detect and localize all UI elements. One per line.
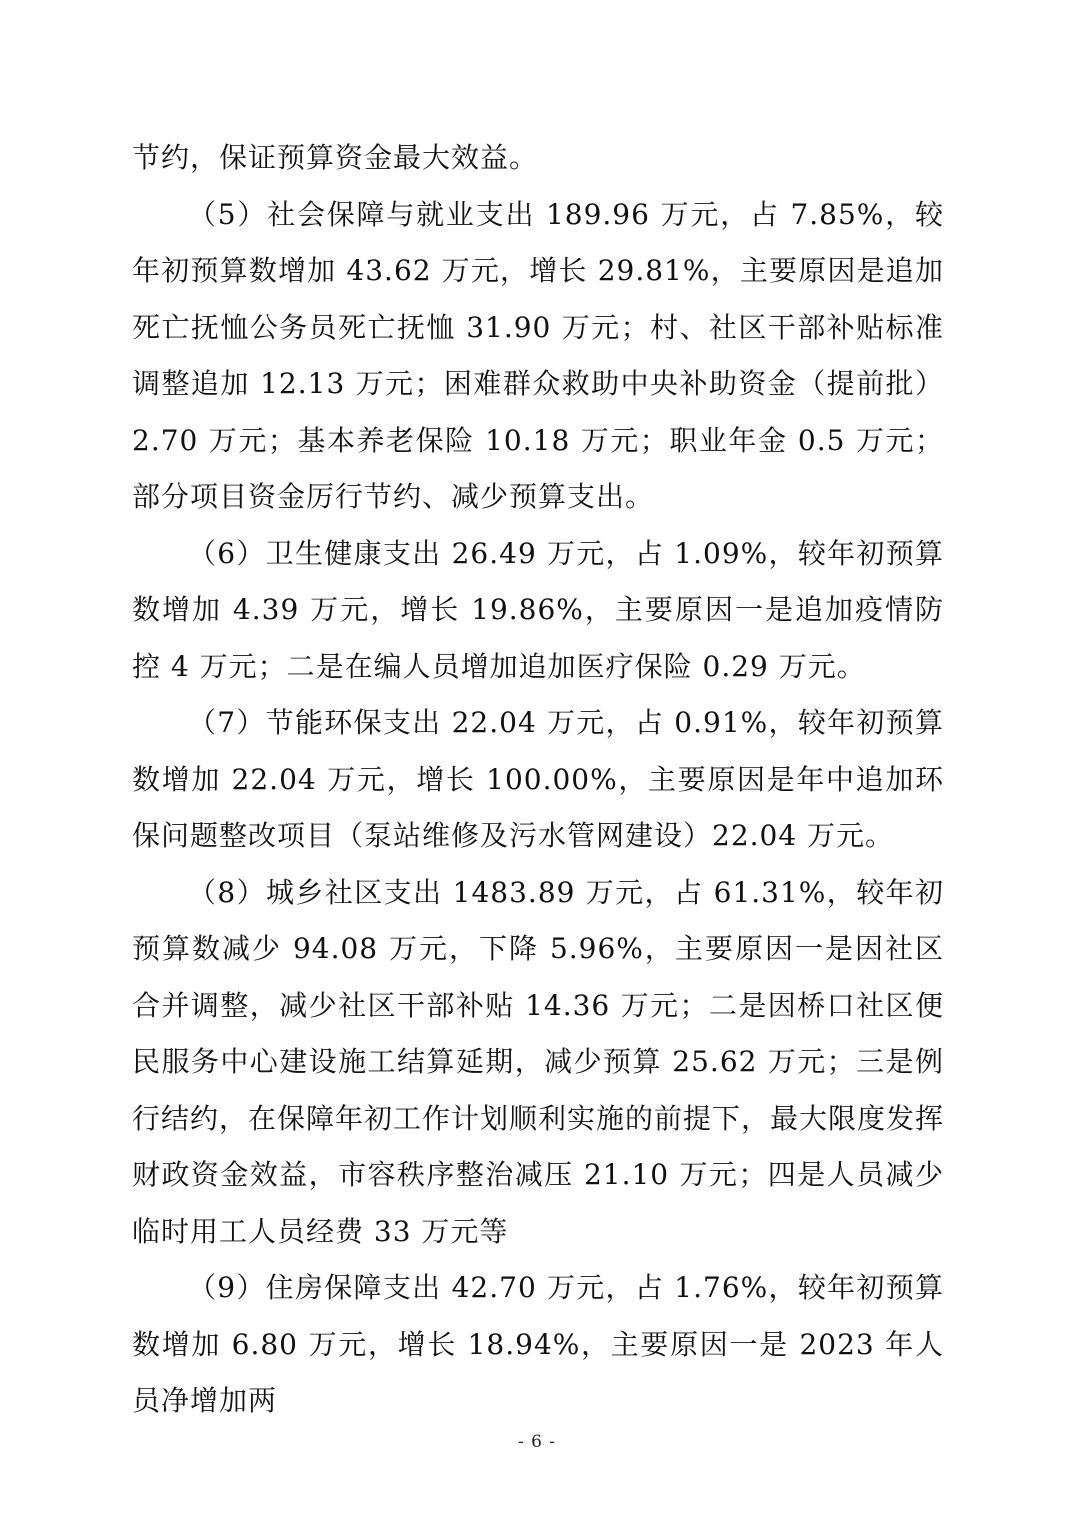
paragraph-continued: 节约，保证预算资金最大效益。 [132, 141, 539, 174]
paragraph-urban-rural: （8）城乡社区支出 1483.89 万元，占 61.31%，较年初预算数减少 94.08 万元，下降 5.96%，主要原因一是因社区合并调整，减少社区干部补贴 14.36 万元；二是因桥口社区便民服务中心建设施工结算延期，减少预算 25.62 万元；三是例行结约，在保障年初工作计划顺利实施的前提下，最大限度发挥财政资金效益，市容秩序整治减压 21.10 万元；四是人员减少临时用工人员经费 33 万元等 [132, 875, 945, 1248]
paragraph-environment: （7）节能环保支出 22.04 万元，占 0.91%，较年初预算数增加 22.04 万元，增长 100.00%，主要原因是年中追加环保问题整改项目（泵站维修及污水管网建设）22.04 万元。 [132, 706, 944, 852]
paragraph-health: （6）卫生健康支出 26.49 万元，占 1.09%，较年初预算数增加 4.39 万元，增长 19.86%，主要原因一是追加疫情防控 4 万元；二是在编人员增加追加医疗保险 0.29 万元。 [132, 536, 944, 683]
paragraph-housing: （9）住房保障支出 42.70 万元，占 1.76%，较年初预算数增加 6.80 万元，增长 18.94%，主要原因一是 2023 年人员净增加两 [132, 1271, 944, 1417]
page-number: - 6 - [517, 1432, 557, 1452]
body-text [132, 130, 944, 1430]
paragraph-social-security: （5）社会保障与就业支出 189.96 万元，占 7.85%，较年初预算数增加 43.62 万元，增长 29.81%，主要原因是追加死亡抚恤公务员死亡抚恤 31.90 万元；村、社区干部补贴标准调整追加 12.13 万元；困难群众救助中央补助资金（提前批）2.70 万元；基本养老保险 10.18 万元；职业年金 0.5 万元；部分项目资金厉行节约、减少预算支出。 [132, 197, 944, 513]
